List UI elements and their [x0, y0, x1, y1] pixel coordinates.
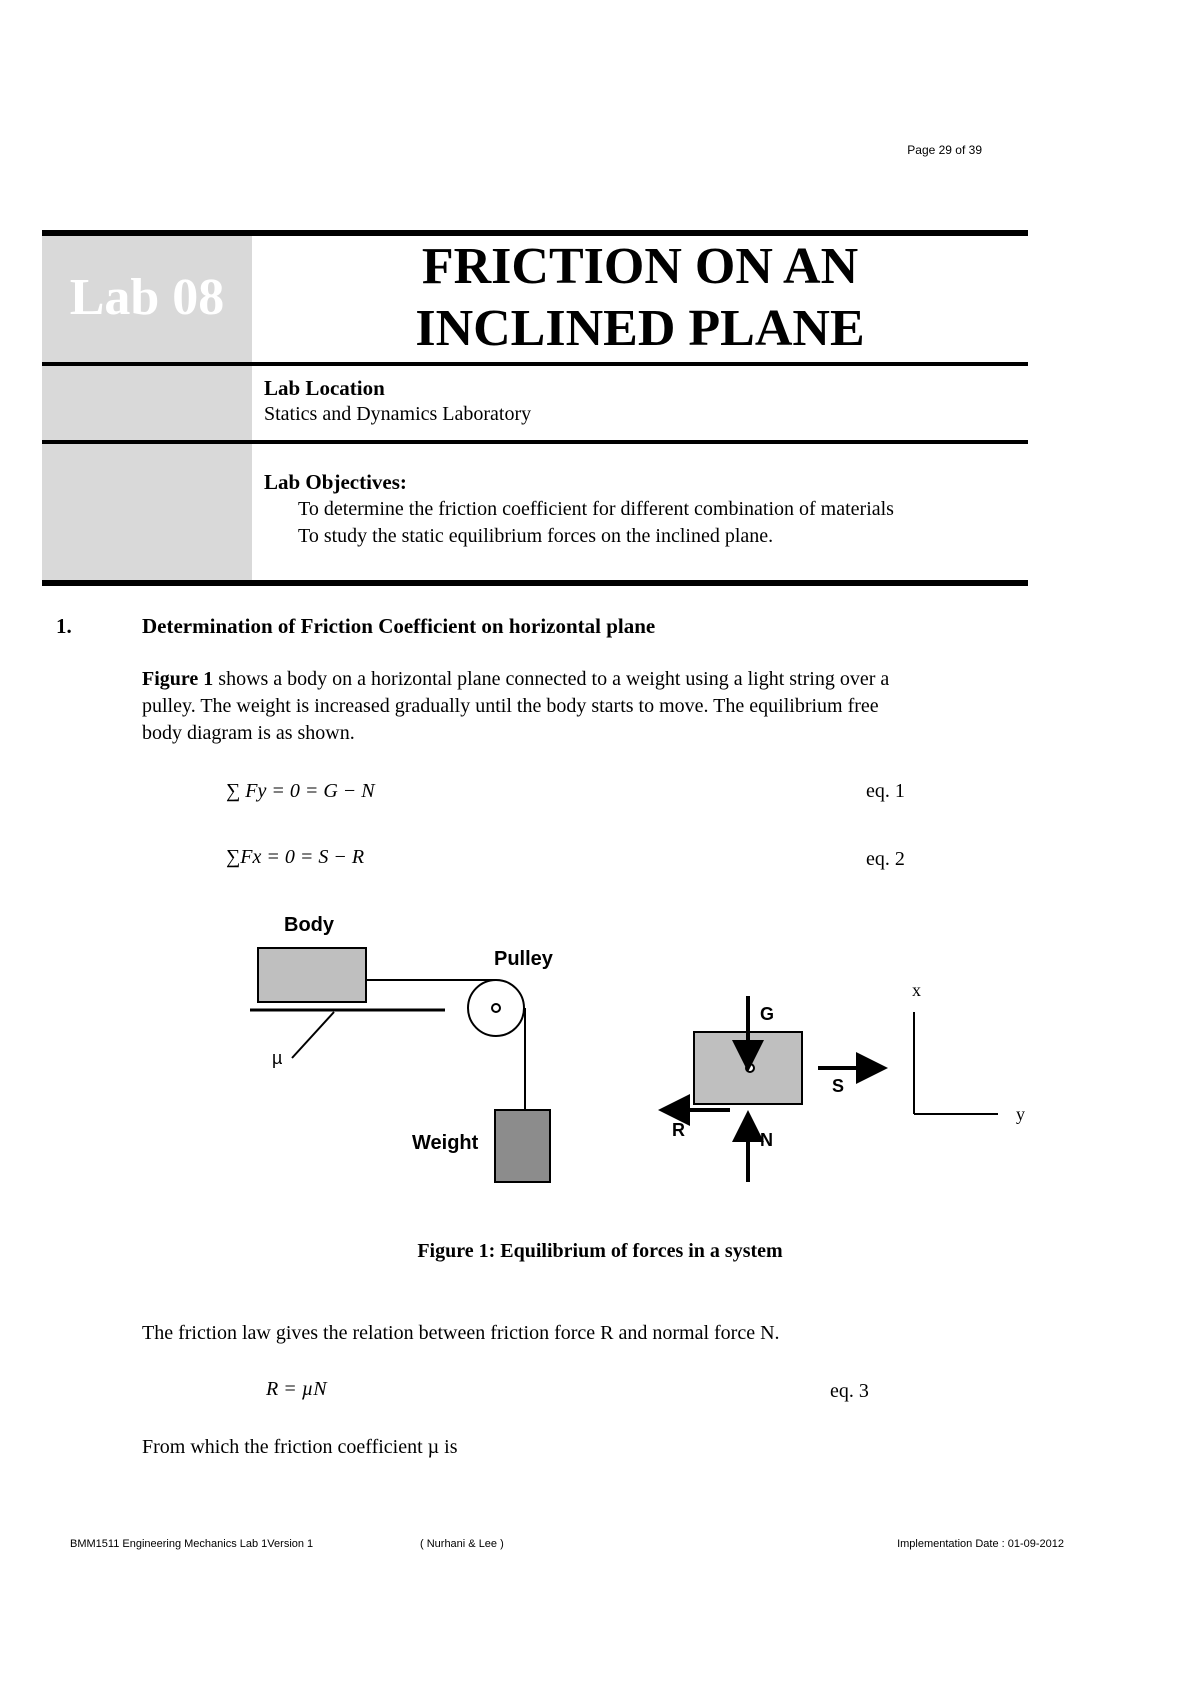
- location-label: Lab Location: [264, 376, 385, 400]
- equation-1: ∑ Fy = 0 = G − N: [226, 780, 375, 802]
- body-block: [258, 948, 366, 1002]
- footer-authors: ( Nurhani & Lee ): [420, 1538, 504, 1550]
- title-line-1: FRICTION ON AN: [421, 238, 859, 295]
- friction-pointer: [292, 1012, 334, 1058]
- pulley-axle: [492, 1004, 500, 1012]
- page-number: Page 29 of 39: [907, 143, 982, 157]
- paragraph-line-3: body diagram is as shown.: [142, 722, 355, 744]
- paragraph-line-2: pulley. The weight is increased gradually until the body starts to move. The equilibrium free: [142, 695, 879, 717]
- paragraph-text: shows a body on a horizontal plane connected to a weight using a light string over a: [213, 668, 890, 690]
- equation-1-label: eq. 1: [866, 780, 905, 802]
- fbd-center-point: [746, 1064, 754, 1072]
- weight-block: [495, 1110, 550, 1182]
- label-force-r: R: [672, 1120, 685, 1140]
- lab-id: Lab 08: [69, 269, 225, 326]
- section-number: 1.: [56, 614, 72, 638]
- label-force-n: N: [760, 1130, 773, 1150]
- objective-item: To study the static equilibrium forces on the inclined plane.: [298, 525, 774, 547]
- equation-3: R = µN: [266, 1378, 327, 1400]
- footer-course: BMM1511 Engineering Mechanics Lab 1Version 1: [70, 1538, 314, 1550]
- label-axis-y: y: [1016, 1104, 1025, 1124]
- equation-2: ∑Fx = 0 = S − R: [226, 846, 365, 868]
- section-heading: Determination of Friction Coefficient on horizontal plane: [142, 614, 656, 638]
- location-value: Statics and Dynamics Laboratory: [264, 403, 532, 425]
- objectives-label: Lab Objectives:: [264, 470, 407, 494]
- label-body: Body: [284, 914, 334, 936]
- label-force-g: G: [760, 1004, 775, 1024]
- equation-3-label: eq. 3: [830, 1380, 869, 1402]
- figure-caption: Figure 1: Equilibrium of forces in a system: [417, 1240, 783, 1262]
- equation-2-label: eq. 2: [866, 848, 905, 870]
- objective-item: To determine the friction coefficient for different combination of materials: [298, 498, 894, 520]
- label-axis-x: x: [912, 980, 921, 1000]
- title-line-2: INCLINED PLANE: [415, 300, 865, 357]
- footer-date: Implementation Date : 01-09-2012: [897, 1538, 1064, 1550]
- friction-law-text: The friction law gives the relation between friction force R and normal force N.: [142, 1322, 780, 1344]
- label-pulley: Pulley: [494, 948, 553, 970]
- label-mu: µ: [272, 1048, 283, 1068]
- figure-ref: Figure 1: [142, 668, 214, 690]
- label-weight: Weight: [412, 1132, 479, 1154]
- friction-coefficient-text: From which the friction coefficient µ is: [142, 1436, 458, 1458]
- label-force-s: S: [832, 1076, 845, 1096]
